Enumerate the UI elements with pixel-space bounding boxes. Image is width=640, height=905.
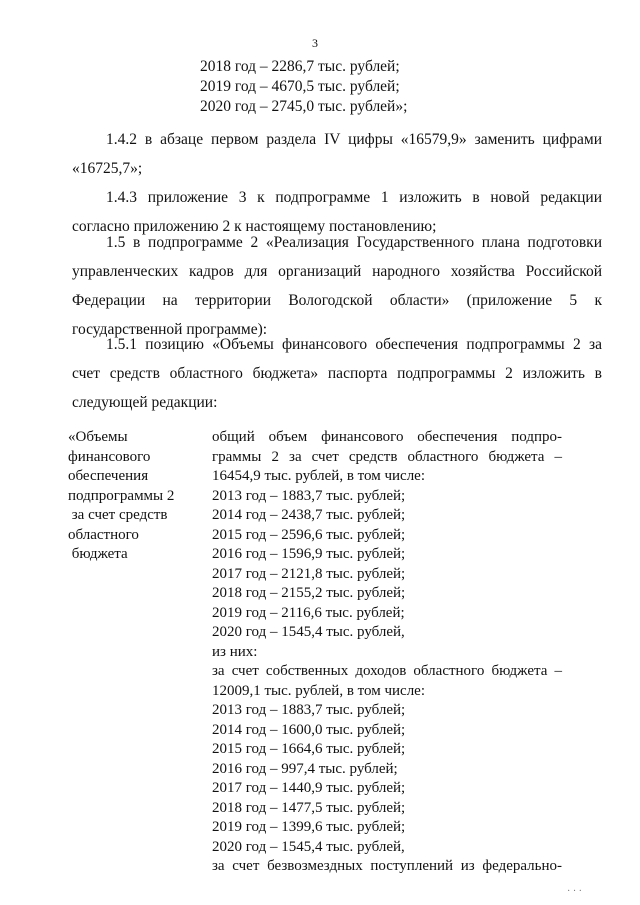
year-line: 2017 год – 1440,9 тыс. рублей; [212,780,406,796]
paragraph-1-5: 1.5 в подпрограмме 2 «Реализация Государственного плана подготовки управленческих кадров для организаций народного хозяйства Российской Федерации на территории Вологодской области» (приложение 5 к государственной программе): [72,234,602,338]
table-left-line: подпрограммы 2 [68,487,175,504]
table-right-line: граммы 2 за счет средств областного бюджета – [212,448,562,465]
year-line: 2013 год – 1883,7 тыс. рублей; [212,487,406,504]
year-line: 2018 год – 1477,5 тыс. рублей; [212,799,406,816]
year-line: 2020 год – 1545,4 тыс. рублей, [212,624,405,640]
table-right-line: за счет собственных доходов областного бюджета – [212,663,562,679]
intro-line: 2019 год – 4670,5 тыс. рублей; [200,78,400,95]
table-left-line: «Объемы [68,429,128,445]
table-left-line: финансового [68,448,151,465]
paragraph-1-4-3: 1.4.3 приложение 3 к подпрограмме 1 изложить в новой редакции согласно приложению 2 к настоящему постановлению; [72,189,602,235]
page-number: 3 [312,36,318,50]
of-which-line: из них: [212,643,258,660]
paragraph-1-5-1: 1.5.1 позицию «Объемы финансового обеспечения подпрограммы 2 за счет средств областного бюджета» паспорта подпрограммы 2 изложить в следующей редакции: [72,336,602,411]
table-right-line: общий объем финансового обеспечения подпро- [212,429,562,445]
table-right-line: 16454,9 тыс. рублей, в том числе: [212,468,426,484]
year-line: 2016 год – 997,4 тыс. рублей; [212,760,398,777]
year-line: 2015 год – 2596,6 тыс. рублей; [212,526,406,543]
table-left-line: за счет средств [68,507,168,523]
table-right-column [212,428,562,877]
intro-line: 2020 год – 2745,0 тыс. рублей»; [200,98,408,115]
year-line: 2018 год – 2155,2 тыс. рублей; [212,585,406,601]
table-right-line: 12009,1 тыс. рублей, в том числе: [212,682,426,699]
table-left-line: областного [68,526,139,543]
year-line: 2019 год – 2116,6 тыс. рублей; [212,604,405,621]
paragraph-1-4-2: 1.4.2 в абзаце первом раздела IV цифры «16579,9» заменить цифрами «16725,7»; [72,131,602,177]
table-left-line: бюджета [68,546,128,562]
year-line: 2014 год – 2438,7 тыс. рублей; [212,507,406,523]
year-line: 2016 год – 1596,9 тыс. рублей; [212,546,406,562]
year-line: 2013 год – 1883,7 тыс. рублей; [212,702,406,718]
corner-mark: · · · [567,886,582,897]
intro-line: 2018 год – 2286,7 тыс. рублей; [200,58,400,75]
year-line: 2020 год – 1545,4 тыс. рублей, [212,838,405,855]
intro-year-list [200,57,407,117]
table-left-column [68,428,198,565]
year-line: 2014 год – 1600,0 тыс. рублей; [212,721,406,738]
year-line: 2017 год – 2121,8 тыс. рублей; [212,565,406,582]
year-line: 2015 год – 1664,6 тыс. рублей; [212,741,406,757]
table-right-line: за счет безвозмездных поступлений из федерально- [212,858,562,874]
table-left-line: обеспечения [68,468,149,484]
year-line: 2019 год – 1399,6 тыс. рублей; [212,819,406,835]
